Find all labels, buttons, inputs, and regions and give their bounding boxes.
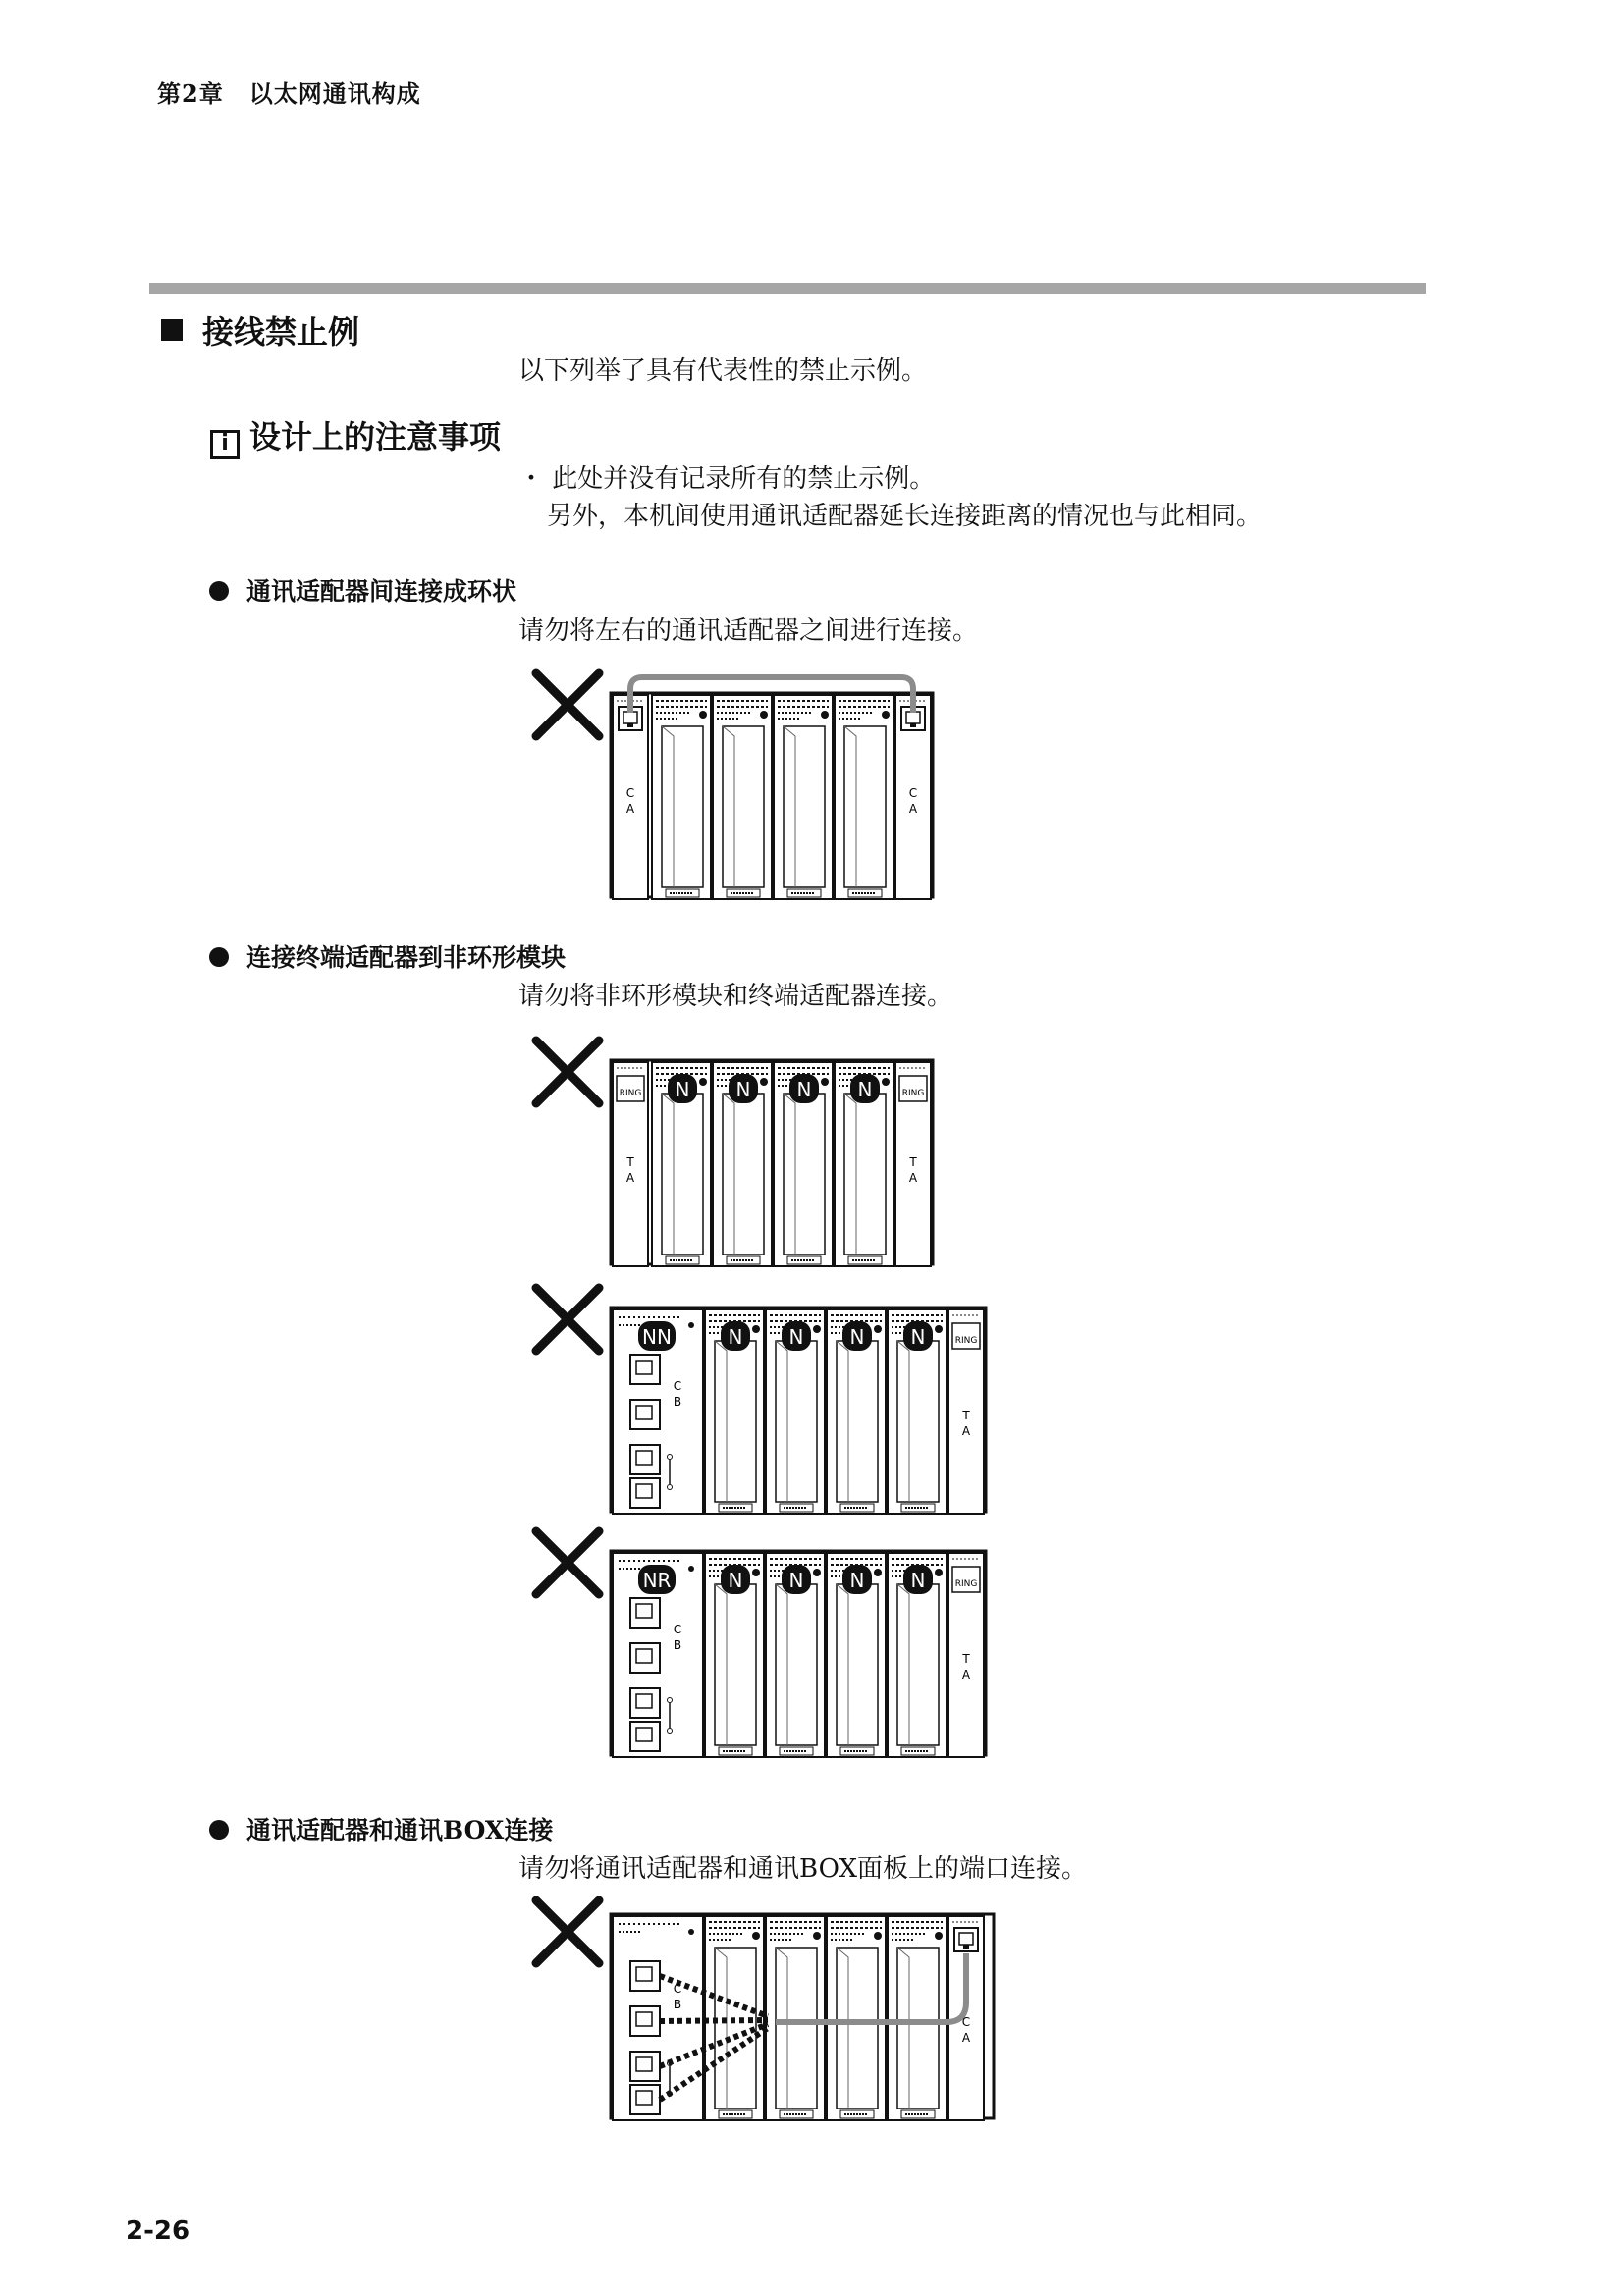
item-description-2: 请勿将非环形模块和终端适配器连接。 [518,982,953,1011]
svg-text:T: T [626,1155,634,1169]
svg-text:T: T [962,1652,970,1666]
item-heading-2: 连接终端适配器到非环形模块 [209,938,566,974]
svg-text:B: B [673,1998,682,2011]
figure-1-ring-connection [536,673,933,899]
svg-text:C: C [673,1623,682,1636]
svg-text:C: C [673,1379,682,1393]
svg-text:T: T [962,1409,970,1422]
prohibited-x-icon [536,1288,599,1351]
prohibited-x-icon [536,1900,599,1963]
svg-text:C: C [625,786,635,800]
svg-text:T: T [909,1155,917,1169]
n-badge: N [849,1325,865,1349]
svg-text:C: C [673,1982,682,1996]
svg-text:A: A [908,1171,918,1185]
svg-text:B: B [673,1638,682,1652]
n-badge: N [675,1078,690,1101]
section-intro: 以下列举了具有代表性的禁止示例。 [518,356,928,386]
section-title: 接线禁止例 [161,307,359,352]
svg-text:A: A [961,2031,971,2045]
n-badge: N [728,1325,743,1349]
prohibited-x-icon [536,1531,599,1594]
n-badge: N [735,1078,751,1101]
info-icon: i [210,430,240,459]
svg-text:A: A [961,1424,971,1438]
n-badge: N [910,1569,926,1592]
n-badge: N [788,1325,804,1349]
n-badge: N [796,1078,812,1101]
chapter-title: 以太网通讯构成 [248,80,421,108]
figure-2c-cb-nr-ta [536,1531,986,1757]
ring-label: RING [954,1579,978,1589]
figure-3-ca-to-cb [536,1900,994,2120]
n-badge: N [910,1325,926,1349]
n-badge: N [849,1569,865,1592]
ethernet-port-icon [954,1928,978,1951]
figure-2b-cb-nn-ta [536,1288,986,1514]
item-description-1: 请勿将左右的通讯适配器之间进行连接。 [518,616,979,646]
chapter-number: 第2章 [157,80,224,108]
n-badge: N [788,1569,804,1592]
ring-label: RING [901,1089,925,1098]
svg-text:A: A [625,802,635,816]
svg-text:A: A [625,1171,635,1185]
prohibited-x-icon [536,1041,599,1103]
nn-badge: NN [642,1325,672,1349]
page-number: 2-26 [126,2216,190,2246]
n-badge: N [857,1078,873,1101]
n-badge: N [728,1569,743,1592]
item-heading-3: 通讯适配器和通讯BOX连接 [209,1811,553,1846]
svg-text:C: C [908,786,918,800]
svg-text:C: C [961,2015,971,2029]
ring-label: RING [954,1336,978,1346]
svg-text:A: A [961,1668,971,1682]
ring-label: RING [619,1089,642,1098]
nr-badge: NR [642,1569,672,1592]
note-line-1: ・ 此处并没有记录所有的禁止示例。 [518,464,936,494]
note-heading: i 设计上的注意事项 [210,412,501,459]
svg-text:B: B [673,1395,682,1409]
prohibited-x-icon [536,673,599,736]
item-description-3: 请勿将通讯适配器和通讯BOX面板上的端口连接。 [518,1854,1087,1884]
item-heading-1: 通讯适配器间连接成环状 [209,572,516,608]
figure-2a-ta-nonring [536,1041,933,1266]
note-line-2: 另外，本机间使用通讯适配器延长连接距离的情况也与此相同。 [547,502,1263,531]
svg-text:A: A [908,802,918,816]
